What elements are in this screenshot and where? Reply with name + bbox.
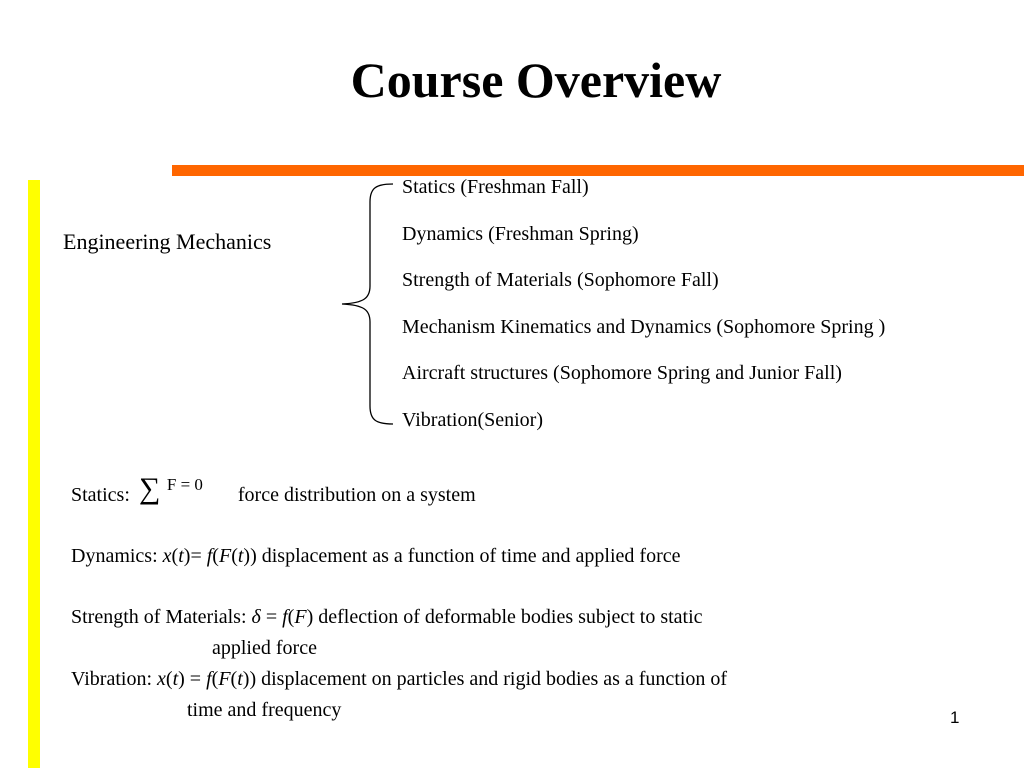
course-item: Dynamics (Freshman Spring) — [402, 222, 639, 245]
dynamics-label: Dynamics: — [71, 545, 158, 567]
statics-equation-text: F = 0 — [166, 475, 203, 494]
statics-label: Statics: — [71, 484, 130, 506]
course-item: Aircraft structures (Sophomore Spring and Junior Fall) — [402, 362, 842, 384]
course-item: Vibration(Senior) — [402, 408, 543, 431]
strength-formula: δ = f(F) — [251, 606, 314, 628]
statics-equation — [135, 472, 233, 509]
dynamics-formula: x(t)= f(F(t)) — [162, 545, 257, 567]
course-item: Strength of Materials (Sophomore Fall) — [402, 269, 719, 291]
curly-brace-icon — [336, 180, 396, 428]
dynamics-description — [71, 542, 680, 570]
vibration-description — [71, 665, 727, 693]
engineering-mechanics-label: Engineering Mechanics — [63, 229, 272, 254]
slide-title: Course Overview — [350, 52, 722, 108]
orange-accent-bar — [172, 165, 1024, 176]
strength-text: deflection of deformable bodies subject to static — [318, 606, 703, 628]
course-item: Mechanism Kinematics and Dynamics (Sophomore Spring ) — [402, 315, 886, 338]
summation-icon: ∑ — [138, 472, 161, 505]
strength-description-cont: applied force — [212, 637, 317, 659]
course-item: Statics (Freshman Fall) — [402, 176, 589, 198]
page-number: 1 — [950, 708, 960, 727]
vibration-description-cont: time and frequency — [187, 699, 342, 721]
statics-text: force distribution on a system — [237, 484, 476, 506]
course-list — [402, 176, 885, 455]
yellow-accent-bar — [28, 180, 40, 768]
dynamics-text: displacement as a function of time and applied force — [261, 545, 681, 567]
statics-description — [71, 472, 476, 509]
vibration-formula: x(t) = f(F(t)) — [157, 668, 257, 690]
vibration-text: displacement on particles and rigid bodies as a function of — [261, 668, 728, 690]
vibration-label: Vibration: — [71, 668, 153, 690]
strength-label: Strength of Materials: — [71, 606, 247, 628]
strength-description — [71, 603, 703, 631]
